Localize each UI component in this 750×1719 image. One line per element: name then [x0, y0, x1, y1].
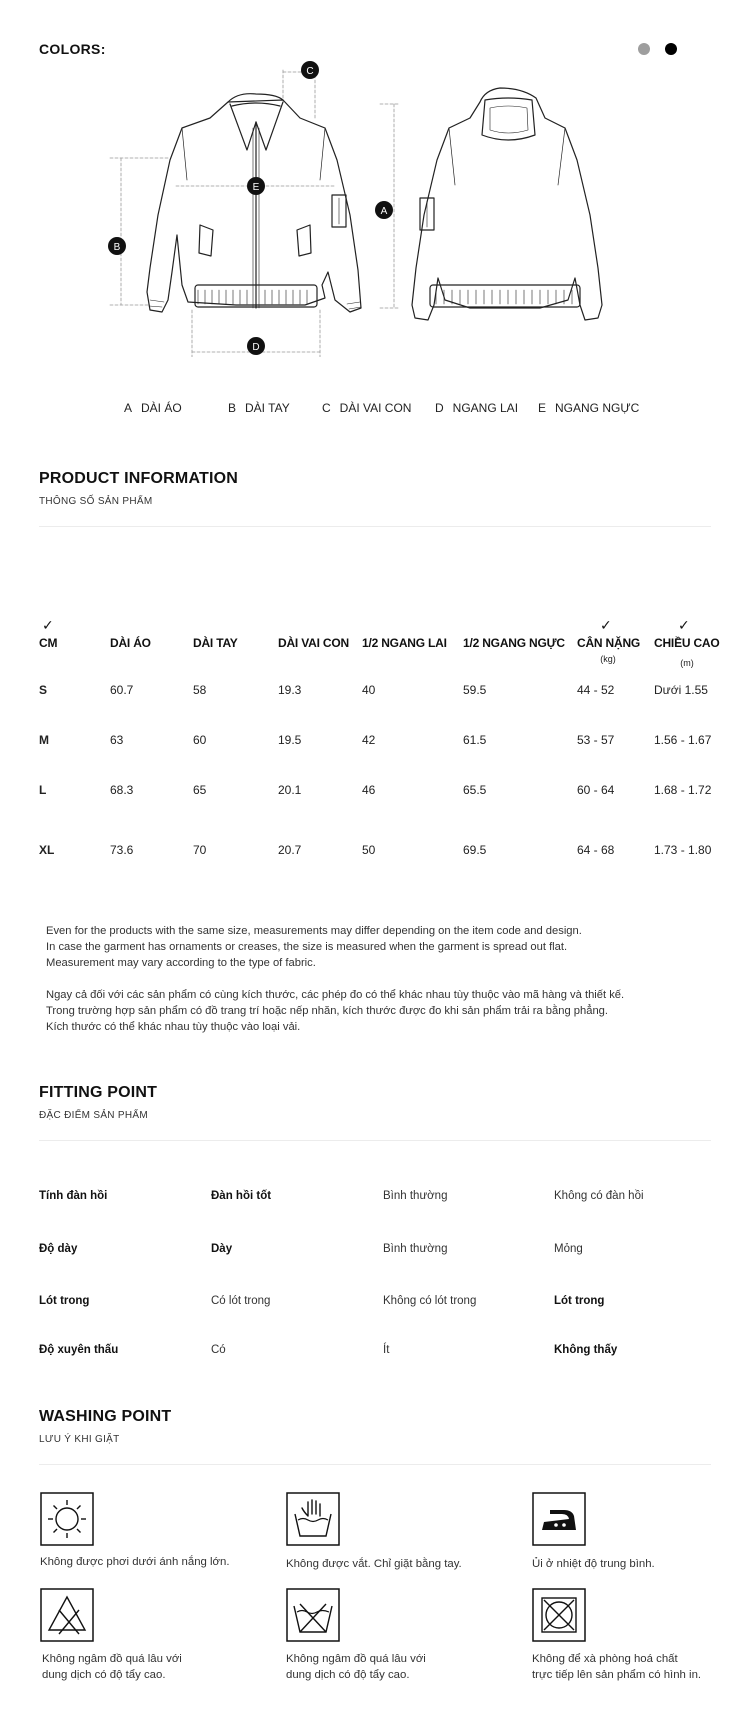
washing-text: Không ngâm đồ quá lâu với dung dịch có độ tẩy cao. [286, 1653, 426, 1681]
table-cell: 44 - 52 [577, 683, 615, 697]
colors-label: COLORS: [39, 41, 106, 57]
table-cell: 1.73 - 1.80 [654, 843, 712, 857]
hand-wash-icon [286, 1492, 340, 1546]
size-label: S [39, 683, 48, 697]
table-cell: 70 [193, 843, 207, 857]
fitting-option: Không có lót trong [383, 1295, 477, 1307]
check-icon: ✓ [600, 617, 612, 633]
product-info-subtitle: THÔNG SỐ SẢN PHẨM [39, 496, 153, 507]
legend-b: B DÀI TAY [228, 401, 290, 415]
back-jacket-drawing [412, 88, 602, 320]
table-cell: 46 [362, 783, 376, 797]
table-cell: 63 [110, 733, 124, 747]
check-icon: ✓ [678, 617, 690, 633]
table-cell: 19.3 [278, 683, 302, 697]
marker-c [301, 61, 319, 79]
washing-point-subtitle: LƯU Ý KHI GIẶT [39, 1434, 120, 1445]
check-icon: ✓ [42, 617, 54, 633]
table-cell: 60 [193, 733, 207, 747]
table-cell: 61.5 [463, 733, 487, 747]
column-header: CÂN NẶNG [577, 636, 641, 650]
table-cell: 40 [362, 683, 376, 697]
column-header: CM [39, 636, 58, 650]
table-cell: 69.5 [463, 843, 487, 857]
table-cell: 50 [362, 843, 376, 857]
washing-text: Không để xà phòng hoá chất trực tiếp lên sản phẩm có hình in. [532, 1653, 702, 1681]
table-cell: 1.56 - 1.67 [654, 733, 712, 747]
column-header: 1/2 NGANG LAI [362, 636, 447, 650]
size-label: M [39, 733, 49, 747]
svg-text:B: B [113, 242, 121, 253]
column-header: DÀI ÁO [110, 636, 151, 650]
note-vietnamese: Ngay cả đối với các sản phẩm có cùng kích thước, các phép đo có thể khác nhau tùy thuộc vào mã hàng và thiết kế. Trong trường hợp sản phẩm có đồ trang trí hoặc nếp nhăn, kích thước được đo khi sản phẩm trải ra bằng phẳng. Kích thước có thể khác nhau tùy thuộc vào loại vải. [46, 989, 625, 1033]
table-cell: 64 - 68 [577, 843, 615, 857]
fitting-option: Không có đàn hồi [554, 1190, 644, 1202]
table-cell: 53 - 57 [577, 733, 615, 747]
fitting-label: Độ dày [39, 1243, 78, 1255]
column-header: DÀI VAI CON [278, 636, 349, 650]
no-detergent-icon [532, 1588, 586, 1642]
note-english: Even for the products with the same size, measurements may differ depending on the item code and design. In case the garment has ornaments or creases, the size is measured when the garment is spread out flat. Measurement may vary according to the type of fabric. [46, 925, 582, 969]
no-soak-icon [286, 1588, 340, 1642]
washing-point-title: WASHING POINT [39, 1408, 172, 1425]
legend-a: A DÀI ÁO [124, 401, 182, 415]
fitting-label: Độ xuyên thấu [39, 1344, 119, 1356]
table-cell: 73.6 [110, 843, 134, 857]
color-swatch-black[interactable] [665, 43, 677, 55]
no-bleach-icon [40, 1588, 94, 1642]
fitting-option-selected: Lót trong [554, 1295, 605, 1307]
table-cell: 65 [193, 783, 207, 797]
column-header: 1/2 NGANG NGỰC [463, 636, 565, 650]
fitting-option: Bình thường [383, 1190, 448, 1202]
fitting-label: Tính đàn hồi [39, 1190, 108, 1202]
marker-e [247, 177, 265, 195]
fitting-option: Có [211, 1344, 226, 1356]
table-cell: 60.7 [110, 683, 134, 697]
legend-e: E NGANG NGỰC [538, 401, 640, 415]
marker-a [375, 201, 393, 219]
table-cell: 68.3 [110, 783, 134, 797]
product-info-title: PRODUCT INFORMATION [39, 470, 239, 487]
garment-measurement-diagram [100, 52, 620, 357]
weight-unit: (kg) [600, 654, 616, 664]
color-swatch-gray[interactable] [638, 43, 650, 55]
fitting-option-selected: Không thấy [554, 1344, 618, 1356]
fitting-option: Bình thường [383, 1243, 448, 1255]
washing-text: Không được vắt. Chỉ giặt bằng tay. [286, 1558, 462, 1570]
table-cell: 19.5 [278, 733, 302, 747]
washing-text: Không được phơi dưới ánh nắng lớn. [40, 1556, 230, 1568]
no-sun-dry-icon [40, 1492, 94, 1546]
column-header: DÀI TAY [193, 636, 238, 650]
marker-d [247, 337, 265, 355]
fitting-option: Ít [383, 1344, 390, 1356]
fitting-option-selected: Dày [211, 1243, 233, 1255]
table-cell: 20.7 [278, 843, 302, 857]
fitting-point-title: FITTING POINT [39, 1084, 158, 1101]
table-cell: Dưới 1.55 [654, 683, 708, 697]
table-cell: 58 [193, 683, 207, 697]
svg-text:D: D [252, 342, 260, 353]
legend-d: D NGANG LAI [435, 401, 519, 415]
front-jacket-drawing [147, 94, 361, 312]
divider [39, 1140, 711, 1141]
marker-b [108, 237, 126, 255]
table-cell: 42 [362, 733, 376, 747]
washing-text: Ủi ở nhiệt độ trung bình. [532, 1558, 655, 1570]
svg-text:A: A [380, 206, 388, 217]
fitting-point-subtitle: ĐẶC ĐIỂM SẢN PHẨM [39, 1110, 149, 1121]
table-cell: 20.1 [278, 783, 302, 797]
washing-text: Không ngâm đồ quá lâu với dung dịch có độ tẩy cao. [42, 1653, 182, 1681]
svg-text:E: E [252, 182, 260, 193]
fitting-option-selected: Đàn hồi tốt [211, 1190, 272, 1202]
size-label: XL [39, 843, 55, 857]
fitting-option: Mỏng [554, 1243, 583, 1255]
fitting-option: Có lót trong [211, 1295, 271, 1307]
divider [39, 1464, 711, 1465]
size-label: L [39, 783, 47, 797]
iron-medium-icon [532, 1492, 586, 1546]
table-cell: 1.68 - 1.72 [654, 783, 712, 797]
height-unit: (m) [680, 658, 694, 668]
fitting-label: Lót trong [39, 1295, 90, 1307]
table-cell: 65.5 [463, 783, 487, 797]
legend-c: C DÀI VAI CON [322, 401, 412, 415]
divider [39, 526, 711, 527]
table-cell: 59.5 [463, 683, 487, 697]
svg-text:C: C [306, 66, 314, 77]
table-cell: 60 - 64 [577, 783, 615, 797]
column-header: CHIỀU CAO [654, 636, 720, 650]
